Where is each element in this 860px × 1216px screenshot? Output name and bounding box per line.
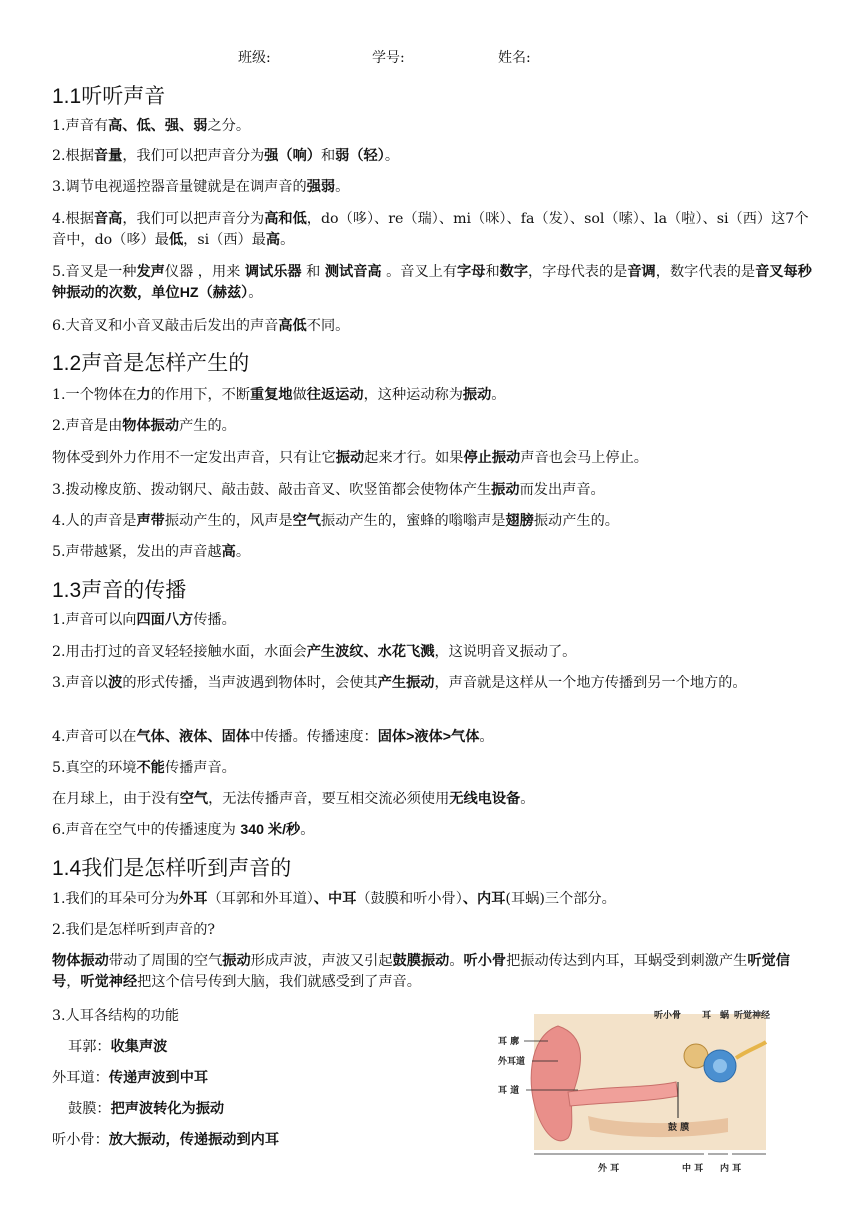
label-canal: 耳 道 (498, 1086, 520, 1096)
text: 。 (449, 953, 464, 969)
label-outer-canal: 外耳道 (498, 1057, 526, 1067)
text: 振动产生的，风声是 (164, 513, 293, 529)
bold-text: 产生波纹、水花飞溅 (306, 644, 435, 660)
label-cochlea: 蜗 (720, 1011, 730, 1021)
text: 5.真空的环境 (52, 760, 137, 776)
bold-text: 物体振动 (52, 953, 109, 969)
text: 鼓膜： (68, 1101, 111, 1117)
paragraph (52, 416, 818, 437)
text: 传播。 (193, 612, 236, 628)
bold-text: 听小骨 (463, 953, 507, 969)
bold-text: 翅膀 (505, 513, 534, 529)
label-outer-ear: 外 耳 (598, 1164, 620, 1174)
text: 。 (300, 822, 315, 838)
bold-text: 弱（轻） (335, 148, 385, 164)
bold-text: 高 (265, 232, 281, 248)
text: 4.根据 (52, 211, 94, 227)
function-ossicles (52, 1130, 472, 1151)
bold-text: 音高 (93, 211, 123, 227)
text: 1.声音可以向 (52, 612, 137, 628)
bold-text: 传递声波到中耳 (108, 1070, 209, 1086)
label-pinna: 耳 廓 (498, 1037, 520, 1047)
text: 。 (491, 387, 506, 403)
text: 听小骨： (52, 1132, 109, 1148)
text: 3.声音以 (52, 675, 109, 691)
text: 做 (292, 387, 307, 403)
bold-text: 鼓膜振动 (392, 953, 450, 969)
text: 振动产生的。 (533, 513, 619, 529)
bold-text: 产生振动 (377, 675, 435, 691)
bold-text: 声带 (136, 513, 165, 529)
text: 。 (335, 179, 350, 195)
bold-text: 、中耳 (313, 891, 357, 907)
bold-text: 重复地 (250, 387, 293, 403)
text: 3.调节电视遥控器音量键就是在调声音的 (52, 179, 307, 195)
paragraph (52, 920, 818, 941)
text: 4.人的声音是 (52, 513, 137, 529)
bold-text: 往返运动 (306, 387, 364, 403)
text: 3.人耳各结构的功能 (52, 1008, 180, 1024)
paragraph (52, 889, 818, 910)
bold-text: 物体振动 (122, 418, 180, 434)
bold-text: 、内耳 (462, 891, 506, 907)
text: ，无法传播声音，要互相交流必须使用 (208, 791, 450, 807)
paragraph (52, 146, 818, 167)
text: 2.根据 (52, 148, 94, 164)
label-nerve: 听觉神经 (734, 1011, 771, 1021)
text: 。 (384, 148, 400, 164)
section-title-1-4: 1.4我们是怎样听到声音的 (52, 857, 292, 880)
text: 之分。 (207, 118, 251, 134)
class-label: 班级: (238, 50, 271, 66)
paragraph (52, 511, 818, 532)
bold-text: 高低 (278, 318, 307, 334)
section-title-1-1: 1.1听听声音 (52, 85, 166, 108)
bold-text: 振动 (222, 953, 251, 969)
paragraph (52, 209, 818, 251)
text: 。 (479, 729, 494, 745)
text: 把这个信号传到大脑，我们就感受到了声音。 (137, 974, 421, 990)
text: 传播声音。 (164, 760, 236, 776)
section-title-1-3: 1.3声音的传播 (52, 579, 187, 602)
bold-text: 音叉每秒钟振动的次数，单位HZ（赫兹） (52, 264, 812, 301)
bold-text: 振动 (462, 387, 492, 403)
paragraph (52, 262, 818, 304)
bold-text: 停止振动 (463, 450, 521, 466)
name-label: 姓名: (498, 50, 531, 66)
text: 中传播。传播速度： (250, 729, 378, 745)
paragraph (52, 727, 818, 748)
text: 2.声音是由 (52, 418, 123, 434)
bold-text: 放大振动，传递振动到内耳 (108, 1132, 280, 1148)
bold-text: 振动 (335, 450, 365, 466)
paragraph (52, 116, 818, 137)
bold-text: 四面八方 (136, 612, 194, 628)
bold-text: 高 (221, 544, 236, 560)
text: 6.大音叉和小音叉敲击后发出的声音 (52, 318, 279, 334)
bold-text: 把声波转化为振动 (110, 1101, 225, 1117)
text: 。 (235, 544, 251, 560)
paragraph (52, 177, 818, 198)
paragraph (52, 542, 818, 563)
text: 不同。 (306, 318, 350, 334)
text: 形成声波，声波又引起 (250, 953, 393, 969)
text: 振动产生的，蜜蜂的嗡嗡声是 (320, 513, 506, 529)
text: 。音叉上有 (381, 264, 458, 280)
text: ，我们可以把声音分为 (122, 211, 265, 227)
text: ，这说明音叉振动了。 (434, 644, 577, 660)
bold-text: 测试音高 (324, 264, 382, 280)
text: （耳郭和外耳道） (207, 891, 314, 907)
text: 起来才行。如果 (364, 450, 464, 466)
bold-text: 强弱 (306, 179, 336, 195)
paragraph (52, 642, 818, 663)
label-middle-ear: 中 耳 (682, 1164, 704, 1174)
text: ，这种运动称为 (363, 387, 463, 403)
bold-text: 音量 (93, 148, 123, 164)
bold-text: 听觉神经 (80, 974, 138, 990)
bold-text: 听觉信号 (52, 953, 790, 990)
student-id-label: 学号: (372, 50, 405, 66)
text: 的作用下，不断 (150, 387, 251, 403)
text: 产生的。 (179, 418, 236, 434)
bold-text: 发声 (136, 264, 165, 280)
paragraph (52, 480, 818, 501)
bold-text: 强（响） (264, 148, 321, 164)
text: 1.声音有 (52, 118, 109, 134)
text: ，do（哆）、re（瑞）、mi（咪）、fa（发）、sol（嗦）、la（啦）、si（西）这7个音中，do（哆）最 (52, 211, 809, 248)
text: ，数字代表的是 (655, 264, 756, 280)
text: 。 (248, 285, 263, 301)
text: 声音也会马上停止。 (520, 450, 648, 466)
bold-text: 无线电设备 (449, 791, 521, 807)
paragraph (52, 610, 818, 631)
text: 1.一个物体在 (52, 387, 137, 403)
paragraph (52, 820, 818, 841)
text: ，我们可以把声音分为 (122, 148, 265, 164)
text: 和 (485, 264, 500, 280)
paragraph (52, 951, 818, 993)
text: 5.声带越紧，发出的声音越 (52, 544, 222, 560)
bold-text: 340 米/秒 (240, 822, 301, 838)
text: 1.我们的耳朵可分为 (52, 891, 180, 907)
paragraph (52, 789, 818, 810)
text: 而发出声音。 (519, 482, 605, 498)
label-eardrum: 鼓 膜 (668, 1123, 690, 1133)
label-ear: 耳 (702, 1011, 712, 1021)
text: 带动了周围的空气 (108, 953, 223, 969)
text: 和 (320, 148, 336, 164)
bold-text: 收集声波 (110, 1039, 168, 1055)
bold-text: 不能 (136, 760, 165, 776)
text: 3.拨动橡皮筋、拨动钢尺、敲击鼓、敲击音叉、吹竖笛都会使物体产生 (52, 482, 492, 498)
bold-text: 低 (168, 232, 184, 248)
text: (耳蜗)三个部分。 (505, 891, 616, 907)
bold-text: 音调 (627, 264, 656, 280)
ear-anatomy-diagram (498, 1006, 780, 1178)
function-ear-canal (52, 1068, 452, 1089)
paragraph (52, 385, 818, 406)
text: ，字母代表的是 (528, 264, 628, 280)
bold-text: 高、低、强、弱 (108, 118, 208, 134)
text: 2.用击打过的音叉轻轻接触水面，水面会 (52, 644, 307, 660)
text: 。 (280, 232, 295, 248)
label-ossicles: 听小骨 (654, 1011, 682, 1021)
bold-text: 气体、液体、固体 (136, 729, 250, 745)
function-eardrum (68, 1099, 468, 1120)
label-inner-ear: 内 耳 (720, 1164, 742, 1174)
bold-text: 字母 (457, 264, 486, 280)
bold-text: 空气 (292, 513, 321, 529)
bold-text: 波 (108, 675, 123, 691)
bold-text: 高和低 (264, 211, 307, 227)
text: ，si（西）最 (183, 232, 266, 248)
paragraph (52, 448, 818, 469)
text: ，声音就是这样从一个地方传播到另一个地方的。 (434, 675, 747, 691)
bold-text: 振动 (491, 482, 520, 498)
text: ， (66, 974, 81, 990)
text: 仪器 ，用来 (164, 264, 245, 280)
section-title-1-2: 1.2声音是怎样产生的 (52, 352, 250, 375)
text: 。 (520, 791, 535, 807)
bold-text: 调试乐器 (244, 264, 302, 280)
paragraph (52, 316, 818, 337)
text: 的形式传播，当声波遇到物体时，会使其 (122, 675, 378, 691)
text: 5.音叉是一种 (52, 264, 137, 280)
paragraph (52, 673, 818, 694)
paragraph (52, 758, 818, 779)
function-pinna (68, 1037, 468, 1058)
text: 6.声音在空气中的传播速度为 (52, 822, 241, 838)
text: 4.声音可以在 (52, 729, 137, 745)
bold-text: 数字 (499, 264, 529, 280)
text: 耳郭： (68, 1039, 111, 1055)
text: 2.我们是怎样听到声音的? (52, 922, 216, 938)
cochlea-inner-shape (713, 1059, 727, 1073)
bold-text: 力 (136, 387, 151, 403)
text: 外耳道： (52, 1070, 109, 1086)
text: 物体受到外力作用不一定发出声音，只有让它 (52, 450, 336, 466)
text: （鼓膜和听小骨） (356, 891, 463, 907)
text: 在月球上，由于没有 (52, 791, 180, 807)
text: 和 (301, 264, 325, 280)
text: 把振动传达到内耳，耳蜗受到刺激产生 (506, 953, 748, 969)
bold-text: 固体>液体>气体 (377, 729, 480, 745)
bold-text: 外耳 (179, 891, 208, 907)
bold-text: 空气 (179, 791, 209, 807)
